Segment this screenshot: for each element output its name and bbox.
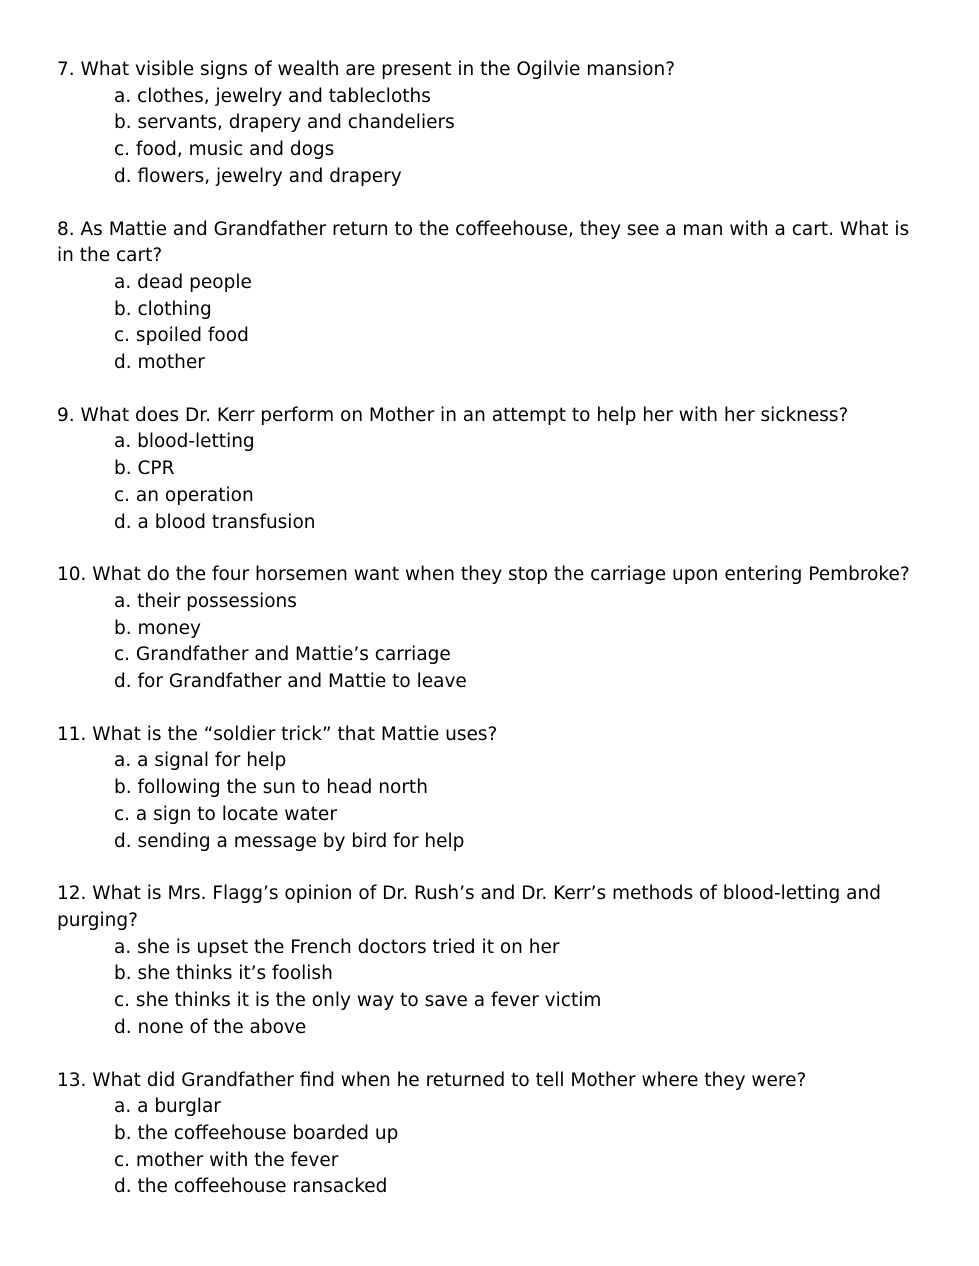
- question-11: [57, 722, 917, 856]
- option-b: b. CPR: [114, 458, 175, 480]
- option-d: d. mother: [114, 352, 205, 374]
- option-c: c. mother with the fever: [114, 1149, 339, 1171]
- option-c: c. food, music and dogs: [114, 139, 335, 161]
- option-a: a. clothes, jewelry and tablecloths: [114, 85, 431, 107]
- question-12: [57, 881, 917, 1041]
- question-9: [57, 403, 917, 537]
- question-text: 8. As Mattie and Grandfather return to the coffeehouse, they see a man with a cart. What is in the cart?: [57, 218, 910, 267]
- question-13: [57, 1068, 917, 1202]
- question-7: [57, 57, 917, 191]
- quiz-page: [57, 57, 917, 1227]
- option-a: a. their possessions: [114, 590, 297, 612]
- answer-options: [57, 935, 917, 1042]
- answer-options: [57, 589, 917, 696]
- option-a: a. a burglar: [114, 1096, 221, 1118]
- answer-options: [57, 1094, 917, 1201]
- question-text: 11. What is the “soldier trick” that Mattie uses?: [57, 723, 498, 745]
- option-c: c. spoiled food: [114, 325, 249, 347]
- option-d: d. sending a message by bird for help: [114, 830, 465, 852]
- option-b: b. following the sun to head north: [114, 777, 428, 799]
- answer-options: [57, 270, 917, 377]
- question-text: 9. What does Dr. Kerr perform on Mother in an attempt to help her with her sickness?: [57, 404, 849, 426]
- question-text: 12. What is Mrs. Flagg’s opinion of Dr. Rush’s and Dr. Kerr’s methods of blood-letting and purging?: [57, 883, 881, 931]
- question-10: [57, 562, 917, 696]
- question-text: 7. What visible signs of wealth are present in the Ogilvie mansion?: [57, 59, 676, 80]
- answer-options: [57, 84, 917, 191]
- option-d: d. a blood transfusion: [114, 511, 316, 533]
- option-d: d. for Grandfather and Mattie to leave: [114, 671, 467, 693]
- option-c: c. a sign to locate water: [114, 803, 337, 825]
- option-d: d. flowers, jewelry and drapery: [114, 165, 402, 187]
- option-c: c. she thinks it is the only way to save a fever victim: [114, 990, 602, 1012]
- option-b: b. servants, drapery and chandeliers: [114, 112, 455, 134]
- option-b: b. she thinks it’s foolish: [114, 963, 333, 985]
- option-a: a. dead people: [114, 271, 252, 293]
- option-b: b. the coffeehouse boarded up: [114, 1122, 399, 1144]
- answer-options: [57, 748, 917, 855]
- option-d: d. none of the above: [114, 1016, 307, 1038]
- answer-options: [57, 429, 917, 536]
- option-d: d. the coffeehouse ransacked: [114, 1176, 388, 1198]
- question-text: 13. What did Grandfather find when he returned to tell Mother where they were?: [57, 1069, 807, 1091]
- option-c: c. Grandfather and Mattie’s carriage: [114, 644, 451, 666]
- option-b: b. clothing: [114, 298, 212, 320]
- option-b: b. money: [114, 617, 201, 639]
- option-c: c. an operation: [114, 484, 254, 506]
- option-a: a. she is upset the French doctors tried it on her: [114, 936, 560, 958]
- question-8: [57, 217, 917, 377]
- question-text: 10. What do the four horsemen want when they stop the carriage upon entering Pembroke?: [57, 564, 910, 586]
- option-a: a. a signal for help: [114, 750, 287, 772]
- option-a: a. blood-letting: [114, 431, 255, 453]
